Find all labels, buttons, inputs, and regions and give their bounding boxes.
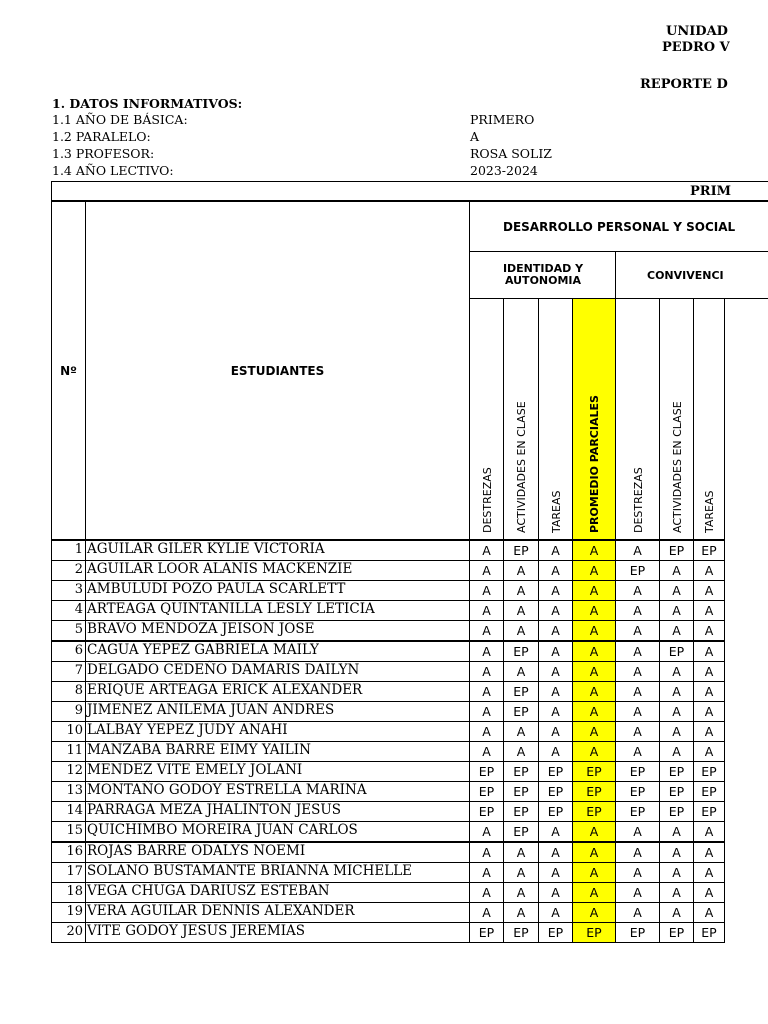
grade-value: A xyxy=(589,904,599,920)
grade-value: A xyxy=(482,543,491,558)
grade-value: A xyxy=(482,904,491,920)
grade-value: EP xyxy=(547,804,564,820)
info-value: PRIMERO xyxy=(470,112,535,127)
grade-value: A xyxy=(589,864,599,880)
sub2-header: CONVIVENCI xyxy=(647,268,724,282)
grade-value: A xyxy=(672,583,681,599)
grade-value: A xyxy=(589,723,599,739)
sub1-header: IDENTIDAD Y AUTONOMIA xyxy=(502,262,584,287)
grade-value: A xyxy=(551,884,560,900)
grade-value: A xyxy=(704,583,714,599)
grade-value: EP xyxy=(513,804,529,820)
grade-value: A xyxy=(633,583,642,599)
grade-value: A xyxy=(482,864,491,880)
info-title: 1. DATOS INFORMATIVOS: xyxy=(52,96,243,111)
grade-value: A xyxy=(672,603,681,619)
grade-value: A xyxy=(704,563,714,579)
grade-value: A xyxy=(589,603,599,619)
grade-value: EP xyxy=(701,804,717,820)
school-name-line1: UNIDAD xyxy=(666,24,728,39)
grade-value: A xyxy=(516,623,526,639)
student-name: JIMENEZ ANILEMA JUAN ANDRES xyxy=(87,701,335,718)
grade-value: A xyxy=(589,703,599,719)
grade-value: A xyxy=(482,583,491,599)
grade-value: A xyxy=(633,663,642,679)
grade-value: A xyxy=(672,904,681,920)
grade-value: A xyxy=(633,864,642,880)
grade-value: EP xyxy=(478,924,495,940)
grade-value: A xyxy=(672,683,681,699)
row-number: 3 xyxy=(74,582,83,598)
grade-value: A xyxy=(704,864,714,880)
row-number: 8 xyxy=(74,682,83,698)
grade-value: A xyxy=(482,663,491,679)
criteria-header-cell xyxy=(538,298,573,540)
grade-value: A xyxy=(589,844,599,860)
grade-value: A xyxy=(589,543,599,558)
grade-value: A xyxy=(589,583,599,599)
criteria-label: ACTIVIDADES EN CLASE xyxy=(670,401,684,533)
grade-value: EP xyxy=(478,804,495,820)
grade-value: A xyxy=(589,744,599,759)
info-label: 1.1 AÑO DE BÁSICA: xyxy=(52,112,188,127)
grade-value: A xyxy=(704,603,714,619)
grade-value: EP xyxy=(586,804,602,820)
period-header: PRIM xyxy=(690,183,732,199)
grade-value: A xyxy=(551,744,560,759)
grade-value: A xyxy=(516,723,526,739)
grade-value: A xyxy=(551,663,560,679)
criteria-header-cell xyxy=(659,298,694,540)
grade-value: A xyxy=(704,623,714,639)
grade-value: EP xyxy=(513,543,529,558)
grade-value: A xyxy=(482,623,491,639)
grade-value: A xyxy=(589,643,599,659)
student-name: ROJAS BARRE ODALYS NOEMI xyxy=(87,842,306,859)
grade-value: A xyxy=(672,844,681,860)
grade-value: A xyxy=(551,864,560,880)
student-name: AGUILAR LOOR ALANIS MACKENZIE xyxy=(87,561,353,578)
grade-value: A xyxy=(482,744,491,759)
row-number: 11 xyxy=(66,743,83,758)
student-name: AGUILAR GILER KYLIE VICTORIA xyxy=(87,541,325,557)
grade-value: A xyxy=(482,703,491,719)
grade-value: A xyxy=(672,824,681,840)
grade-value: EP xyxy=(629,764,646,780)
grade-value: A xyxy=(704,683,714,699)
criteria-header-cell xyxy=(572,298,616,540)
grade-value: A xyxy=(551,623,560,639)
grade-value: A xyxy=(589,824,599,840)
student-name: CAGUA YEPEZ GABRIELA MAILY xyxy=(87,641,319,658)
row-number: 10 xyxy=(66,722,83,738)
report-title: REPORTE D xyxy=(640,77,728,92)
area-header: DESARROLLO PERSONAL Y SOCIAL xyxy=(503,219,736,234)
grade-value: EP xyxy=(586,784,602,800)
grade-value: A xyxy=(704,884,714,900)
row-number: 1 xyxy=(74,542,83,557)
grade-value: A xyxy=(516,744,526,759)
grade-value: EP xyxy=(629,924,646,940)
grade-value: A xyxy=(633,884,642,900)
grade-value: EP xyxy=(668,643,685,659)
grade-value: EP xyxy=(478,784,495,800)
grade-value: EP xyxy=(701,784,717,800)
grade-value: A xyxy=(672,623,681,639)
grade-value: EP xyxy=(513,824,529,840)
grade-value: A xyxy=(672,744,681,759)
grade-value: EP xyxy=(586,924,602,940)
grade-value: EP xyxy=(547,784,564,800)
grade-value: A xyxy=(633,844,642,860)
grade-value: A xyxy=(551,904,560,920)
num-header: Nº xyxy=(60,363,77,378)
criteria-header-cell xyxy=(693,298,725,540)
row-number: 12 xyxy=(66,763,83,779)
row-number: 2 xyxy=(74,562,83,578)
grade-value: A xyxy=(704,723,714,739)
student-name: SOLANO BUSTAMANTE BRIANNA MICHELLE xyxy=(87,862,413,879)
grade-value: EP xyxy=(547,924,564,940)
grade-value: A xyxy=(482,603,491,619)
grade-value: EP xyxy=(629,563,646,579)
grade-value: A xyxy=(551,583,560,599)
grade-value: A xyxy=(633,703,642,719)
student-name: MONTAÑO GODOY ESTRELLA MARINA xyxy=(87,782,367,799)
row-number: 4 xyxy=(74,602,83,618)
grade-value: A xyxy=(704,663,714,679)
grade-value: A xyxy=(482,844,491,860)
grade-value: A xyxy=(516,663,526,679)
row-number: 14 xyxy=(66,803,83,819)
student-name: MENDEZ VITE EMELY JOLANI xyxy=(87,762,303,779)
row-number: 6 xyxy=(74,642,83,658)
grade-value: EP xyxy=(668,543,685,558)
students-header: ESTUDIANTES xyxy=(230,363,325,378)
grade-value: A xyxy=(633,904,642,920)
grade-value: A xyxy=(672,703,681,719)
row-number: 16 xyxy=(66,843,83,859)
grade-value: EP xyxy=(668,804,685,820)
info-label: 1.3 PROFESOR: xyxy=(52,146,155,161)
student-name: VERA AGUILAR DENNIS ALEXANDER xyxy=(87,902,355,919)
grade-value: A xyxy=(589,683,599,699)
grade-value: A xyxy=(482,563,491,579)
row-number: 15 xyxy=(66,823,83,839)
grade-value: EP xyxy=(513,683,529,699)
student-name: AMBULUDI POZO PAULA SCARLETT xyxy=(87,581,346,598)
grade-value: EP xyxy=(586,764,602,780)
info-label: 1.4 AÑO LECTIVO: xyxy=(52,163,174,178)
grade-value: A xyxy=(516,603,526,619)
grade-value: A xyxy=(482,643,491,659)
grade-value: EP xyxy=(547,764,564,780)
grade-value: A xyxy=(482,884,491,900)
grade-value: EP xyxy=(629,804,646,820)
student-name: MANZABA BARRE EIMY YAILIN xyxy=(87,742,311,758)
student-name: BRAVO MENDOZA JEISON JOSE xyxy=(87,621,315,638)
grade-value: A xyxy=(551,844,560,860)
student-name: VITE GODOY JESUS JEREMIAS xyxy=(87,922,306,939)
student-name: VEGA CHUGA DARIUSZ ESTEBAN xyxy=(87,882,330,899)
grade-value: A xyxy=(589,563,599,579)
grade-value: A xyxy=(704,824,714,840)
grade-value: EP xyxy=(513,784,529,800)
grade-value: EP xyxy=(668,764,685,780)
grade-value: A xyxy=(704,643,714,659)
grade-value: EP xyxy=(701,543,717,558)
grade-value: A xyxy=(633,723,642,739)
grade-value: A xyxy=(633,744,642,759)
grade-value: EP xyxy=(513,703,529,719)
grade-value: A xyxy=(672,563,681,579)
grade-value: A xyxy=(633,643,642,659)
info-value: A xyxy=(470,129,480,144)
criteria-header-cell xyxy=(469,298,504,540)
grade-value: EP xyxy=(478,764,495,780)
criteria-header-cell xyxy=(615,298,660,540)
row-number: 18 xyxy=(66,883,83,899)
grade-value: A xyxy=(672,723,681,739)
grade-value: EP xyxy=(668,784,685,800)
grade-value: A xyxy=(551,563,560,579)
grade-value: A xyxy=(516,563,526,579)
grade-value: A xyxy=(589,884,599,900)
criteria-header-cell xyxy=(503,298,539,540)
student-name: DELGADO CEDEÑO DAMARIS DAILYN xyxy=(87,661,360,678)
student-name: QUICHIMBO MOREIRA JUAN CARLOS xyxy=(87,822,358,839)
grade-value: A xyxy=(672,663,681,679)
grade-value: A xyxy=(516,904,526,920)
grade-value: A xyxy=(704,744,714,759)
grade-value: A xyxy=(633,603,642,619)
grade-value: A xyxy=(589,623,599,639)
criteria-label: ACTIVIDADES EN CLASE xyxy=(515,401,528,533)
grade-value: EP xyxy=(629,784,646,800)
school-name-line2: PEDRO V xyxy=(662,40,730,55)
criteria-label: TAREAS xyxy=(549,490,563,533)
grade-value: A xyxy=(704,904,714,920)
grade-value: A xyxy=(551,543,560,558)
grade-value: EP xyxy=(701,764,717,780)
row-number: 5 xyxy=(74,622,83,638)
criteria-label: TAREAS xyxy=(703,490,716,533)
grade-value: A xyxy=(672,864,681,880)
grade-value: A xyxy=(516,583,526,599)
grade-value: A xyxy=(551,824,560,840)
period-header-row xyxy=(51,181,768,201)
grade-value: EP xyxy=(513,924,529,940)
grade-value: A xyxy=(704,703,714,719)
criteria-label: DESTREZAS xyxy=(480,467,494,533)
grade-value: A xyxy=(672,884,681,900)
row-number: 13 xyxy=(66,783,83,799)
grade-value: A xyxy=(551,703,560,719)
grade-value: A xyxy=(482,824,491,840)
grade-value: A xyxy=(551,683,560,699)
grade-value: A xyxy=(482,723,491,739)
row-number: 7 xyxy=(74,662,83,678)
row-number: 19 xyxy=(66,903,83,919)
grade-value: A xyxy=(516,864,526,880)
student-name: ERIQUE ARTEAGA ERICK ALEXANDER xyxy=(87,681,363,698)
grade-value: A xyxy=(551,643,560,659)
grade-value: A xyxy=(516,884,526,900)
criteria-label: PROMEDIO PARCIALES xyxy=(588,395,601,533)
grade-value: A xyxy=(516,844,526,860)
grade-value: A xyxy=(551,603,560,619)
grade-value: A xyxy=(633,824,642,840)
info-value: ROSA SOLIZ xyxy=(470,146,552,161)
row-number: 9 xyxy=(74,702,83,718)
student-name: LALBAY YEPEZ JUDY ANAHI xyxy=(87,721,288,738)
grade-value: EP xyxy=(701,924,717,940)
grade-value: A xyxy=(704,844,714,860)
grade-value: A xyxy=(633,543,642,558)
grade-value: A xyxy=(482,683,491,699)
criteria-label: DESTREZAS xyxy=(631,467,645,533)
grade-value: A xyxy=(633,623,642,639)
grade-value: EP xyxy=(513,764,529,780)
row-number: 20 xyxy=(66,923,83,939)
grade-value: EP xyxy=(668,924,685,940)
grade-value: A xyxy=(589,663,599,679)
info-value: 2023-2024 xyxy=(470,163,538,178)
grade-value: A xyxy=(551,723,560,739)
grade-value: EP xyxy=(513,643,529,659)
student-name: ARTEAGA QUINTANILLA LESLY LETICIA xyxy=(87,601,375,618)
grade-value: A xyxy=(633,683,642,699)
student-name: PARRAGA MEZA JHALINTON JESUS xyxy=(87,802,341,819)
info-label: 1.2 PARALELO: xyxy=(52,129,151,144)
row-number: 17 xyxy=(66,863,83,879)
